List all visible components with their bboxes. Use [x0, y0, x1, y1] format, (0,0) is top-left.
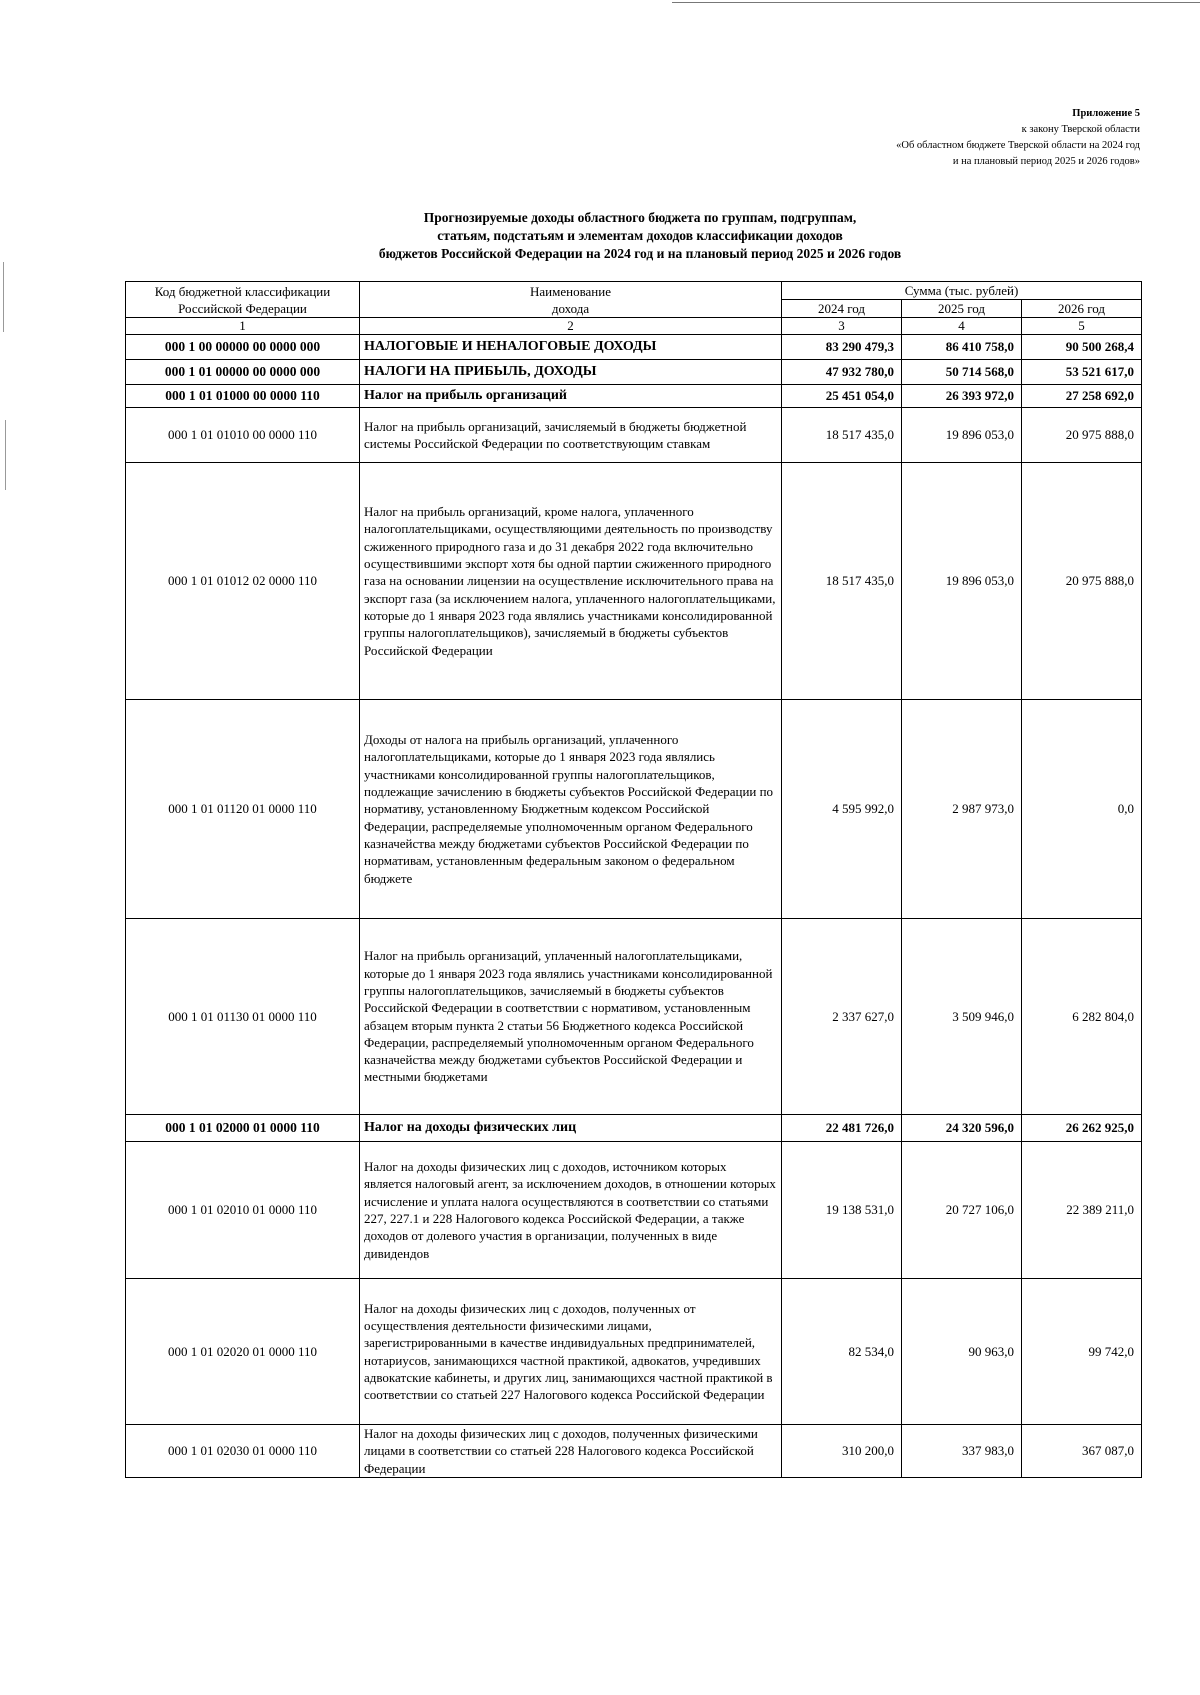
header-code-line: Код бюджетной классификации [154, 283, 331, 299]
table-row [126, 919, 1142, 1115]
row-name: Налог на доходы физических лиц [360, 1115, 782, 1142]
appendix-line: «Об областном бюджете Тверской области на 2024 год [896, 140, 1140, 151]
document-title-line: Прогнозируемые доходы областного бюджета по группам, подгруппам, [423, 210, 857, 225]
row-code: 000 1 01 01010 00 0000 110 [126, 408, 360, 463]
document-title-line: бюджетов Российской Федерации на 2024 год и на плановый период 2025 и 2026 годов [378, 246, 902, 261]
row-value-2025: 86 410 758,0 [902, 335, 1022, 360]
row-value-2025: 19 896 053,0 [902, 408, 1022, 463]
header-year-2026: 2026 год [1022, 300, 1142, 318]
row-value-2026: 27 258 692,0 [1022, 385, 1142, 408]
table-row [126, 700, 1142, 919]
column-number: 2 [360, 318, 782, 335]
column-number: 5 [1022, 318, 1142, 335]
header-year-2024: 2024 год [782, 300, 902, 318]
header-name-line: Наименование [530, 283, 611, 299]
scan-top-rule [672, 2, 1200, 3]
header-code [126, 282, 360, 318]
row-name: Налог на прибыль организаций [360, 385, 782, 408]
row-name: Налог на доходы физических лиц с доходов, полученных физическими лицами в соответствии со статьей 228 Налогового кодекса Российской Федерации [360, 1425, 782, 1478]
header-name-line: дохода [551, 300, 590, 316]
row-name: Налог на доходы физических лиц с доходов, источником которых является налоговый агент, за исключением доходов, в отношении которых исчисление и уплата налога осуществляются в соответствии со статьями 227, 227.1 и 228 Налогового кодекса Российской Федерации, а также доходов от долевого участия в организации, полученных в виде дивидендов [360, 1142, 782, 1279]
appendix-header [680, 106, 1140, 170]
scan-margin-mark [3, 262, 4, 332]
column-number-row [126, 318, 1142, 335]
table-row [126, 1142, 1142, 1279]
row-code: 000 1 00 00000 00 0000 000 [126, 335, 360, 360]
row-value-2025: 50 714 568,0 [902, 360, 1022, 385]
row-value-2026: 0,0 [1022, 700, 1142, 919]
row-value-2024: 2 337 627,0 [782, 919, 902, 1115]
row-code: 000 1 01 01130 01 0000 110 [126, 919, 360, 1115]
row-value-2024: 25 451 054,0 [782, 385, 902, 408]
row-value-2025: 2 987 973,0 [902, 700, 1022, 919]
document-title [180, 209, 1100, 263]
header-sum: Сумма (тыс. рублей) [782, 282, 1142, 300]
row-value-2026: 20 975 888,0 [1022, 463, 1142, 700]
row-value-2024: 19 138 531,0 [782, 1142, 902, 1279]
row-name: НАЛОГИ НА ПРИБЫЛЬ, ДОХОДЫ [360, 360, 782, 385]
appendix-line: к закону Тверской области [1021, 124, 1140, 135]
row-code: 000 1 01 02030 01 0000 110 [126, 1425, 360, 1478]
row-value-2024: 18 517 435,0 [782, 408, 902, 463]
header-year-2025: 2025 год [902, 300, 1022, 318]
row-value-2025: 90 963,0 [902, 1279, 1022, 1425]
row-code: 000 1 01 02000 01 0000 110 [126, 1115, 360, 1142]
table-row [126, 1425, 1142, 1478]
appendix-line: и на плановый период 2025 и 2026 годов» [952, 156, 1140, 167]
row-value-2024: 4 595 992,0 [782, 700, 902, 919]
row-value-2024: 18 517 435,0 [782, 463, 902, 700]
row-name: Налог на прибыль организаций, кроме налога, уплаченного налогоплательщиками, осуществляющими деятельность по производству сжиженного природного газа и до 31 декабря 2022 года включительно осуществившими экспорт хотя бы одной партии сжиженного природного газа на основании лицензии на осуществление исключительного права на экспорт газа (за исключением налога, уплаченного налогоплательщиками, которые до 1 января 2023 года являлись участниками консолидированной группы налогоплательщиков), зачисляемый в бюджеты субъектов Российской Федерации [360, 463, 782, 700]
row-value-2025: 24 320 596,0 [902, 1115, 1022, 1142]
row-name: Доходы от налога на прибыль организаций, уплаченного налогоплательщиками, которые до 1 января 2023 года являлись участниками консолидированной группы налогоплательщиков, подлежащие зачислению в бюджеты субъектов Российской Федерации по нормативу, установленному Бюджетным кодексом Российской Федерации, распределяемые уполномоченным органом Федерального казначейства между бюджетами субъектов Российской Федерации по нормативам, установленным федеральным законом о федеральном бюджете [360, 700, 782, 919]
scan-margin-mark [5, 420, 6, 490]
row-value-2026: 26 262 925,0 [1022, 1115, 1142, 1142]
table-row [126, 1279, 1142, 1425]
table-row [126, 408, 1142, 463]
table-row [126, 360, 1142, 385]
column-number: 4 [902, 318, 1022, 335]
row-value-2024: 22 481 726,0 [782, 1115, 902, 1142]
row-value-2024: 82 534,0 [782, 1279, 902, 1425]
row-code: 000 1 01 01012 02 0000 110 [126, 463, 360, 700]
row-name: Налог на доходы физических лиц с доходов, полученных от осуществления деятельности физическими лицами, зарегистрированными в качестве индивидуальных предпринимателей, нотариусов, занимающихся частной практикой, адвокатов, учредивших адвокатские кабинеты, и других лиц, занимающихся частной практикой в соответствии со статьей 227 Налогового кодекса Российской Федерации [360, 1279, 782, 1425]
revenue-table [125, 281, 1142, 1478]
table-header-row [126, 282, 1142, 300]
row-value-2025: 337 983,0 [902, 1425, 1022, 1478]
table-row [126, 1115, 1142, 1142]
header-name [360, 282, 782, 318]
row-value-2026: 6 282 804,0 [1022, 919, 1142, 1115]
row-value-2026: 20 975 888,0 [1022, 408, 1142, 463]
column-number: 3 [782, 318, 902, 335]
column-number: 1 [126, 318, 360, 335]
row-value-2026: 99 742,0 [1022, 1279, 1142, 1425]
row-name: Налог на прибыль организаций, зачисляемый в бюджеты бюджетной системы Российской Федерации по соответствующим ставкам [360, 408, 782, 463]
row-value-2025: 20 727 106,0 [902, 1142, 1022, 1279]
row-value-2025: 26 393 972,0 [902, 385, 1022, 408]
row-code: 000 1 01 00000 00 0000 000 [126, 360, 360, 385]
row-value-2024: 83 290 479,3 [782, 335, 902, 360]
table-row [126, 335, 1142, 360]
row-code: 000 1 01 01120 01 0000 110 [126, 700, 360, 919]
row-value-2026: 90 500 268,4 [1022, 335, 1142, 360]
table-row [126, 463, 1142, 700]
table-row [126, 385, 1142, 408]
row-value-2025: 19 896 053,0 [902, 463, 1022, 700]
row-value-2026: 22 389 211,0 [1022, 1142, 1142, 1279]
row-code: 000 1 01 01000 00 0000 110 [126, 385, 360, 408]
header-code-line: Российской Федерации [178, 300, 307, 316]
document-title-line: статьям, подстатьям и элементам доходов классификации доходов [437, 228, 843, 243]
row-value-2025: 3 509 946,0 [902, 919, 1022, 1115]
row-value-2024: 310 200,0 [782, 1425, 902, 1478]
row-value-2024: 47 932 780,0 [782, 360, 902, 385]
row-name: Налог на прибыль организаций, уплаченный налогоплательщиками, которые до 1 января 2023 года являлись участниками консолидированной группы налогоплательщиков, зачисляемый в бюджеты субъектов Российской Федерации в соответствии с нормативом, установленным абзацем вторым пункта 2 статьи 56 Бюджетного кодекса Российской Федерации, распределяемый уполномоченным органом Федерального казначейства между бюджетами субъектов Российской Федерации и местными бюджетами [360, 919, 782, 1115]
row-code: 000 1 01 02020 01 0000 110 [126, 1279, 360, 1425]
row-name: НАЛОГОВЫЕ И НЕНАЛОГОВЫЕ ДОХОДЫ [360, 335, 782, 360]
appendix-title: Приложение 5 [1072, 108, 1140, 119]
row-code: 000 1 01 02010 01 0000 110 [126, 1142, 360, 1279]
row-value-2026: 367 087,0 [1022, 1425, 1142, 1478]
row-value-2026: 53 521 617,0 [1022, 360, 1142, 385]
